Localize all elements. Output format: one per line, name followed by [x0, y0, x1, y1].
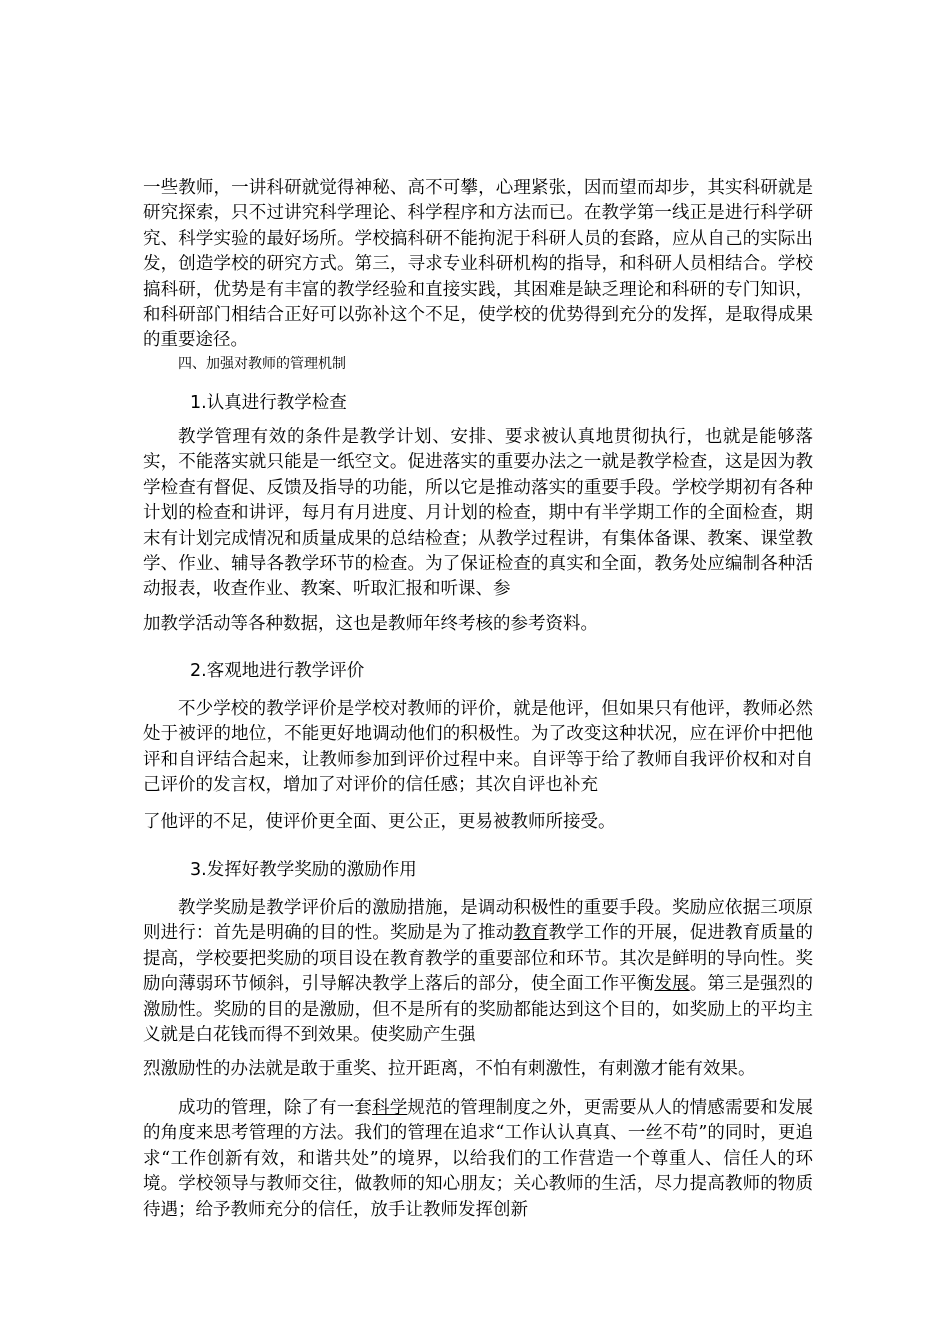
- paragraph-inspection: 教学管理有效的条件是教学计划、安排、要求被认真地贯彻执行，也就是能够落实，不能落实就只能是一纸空文。促进落实的重要办法之一就是教学检查，这是因为教学检查有督促、反馈及指导的功能，所以它是推动落实的重要手段。学校学期初有各种计划的检查和讲评，每月有月进度、月计划的检查，期中有半学期工作的全面检查，期末有计划完成情况和质量成果的总结检查；从教学过程讲，有集体备课、教案、课堂教学、作业、辅导各教学环节的检查。为了保证检查的真实和全面，教务处应编制各种活动报表，收查作业、教案、听取汇报和听课、参: [143, 427, 813, 600]
- heading-teaching-rewards: 3.发挥好教学奖励的激励作用: [190, 860, 417, 880]
- paragraph-rewards-text-c: 。第三是强烈的激励性。奖励的目的是激励，但不是所有的奖励都能达到这个目的，如奖励上的平均主义就是白花钱而得不到效果。使奖励产生强: [143, 974, 814, 1046]
- paragraph-evaluation-end: 了他评的不足，使评价更全面、更公正，更易被教师所接受。: [143, 812, 616, 832]
- paragraph-evaluation: 不少学校的教学评价是学校对教师的评价，就是他评，但如果只有他评，教师必然处于被评的地位，不能更好地调动他们的积极性。为了改变这种状况，应在评价中把他评和自评结合起来，让教师参加到评价过程中来。自评等于给了教师自我评价权和对自己评价的发言权，增加了对评价的信任感；其次自评也补充: [143, 699, 813, 796]
- link-development[interactable]: 发展: [654, 974, 690, 995]
- paragraph-inspection-end: 加教学活动等各种数据，这也是教师年终考核的参考资料。: [143, 614, 598, 634]
- paragraph-research: 一些教师，一讲科研就觉得神秘、高不可攀，心理紧张，因而望而却步，其实科研就是研究探索，只不过讲究科学理论、科学程序和方法而已。在教学第一线正是进行科学研究、科学实验的最好场所。学校搞科研不能拘泥于科研人员的套路，应从自己的实际出发，创造学校的研究方式。第三，寻求专业科研机构的指导，和科研人员相结合。学校搞科研，优势是有丰富的教学经验和直接实践，其困难是缺乏理论和科研的专门知识，和科研部门相结合正好可以弥补这个不足，使学校的优势得到充分的发挥，是取得成果的重要途径。: [143, 178, 813, 351]
- paragraph-rewards: [143, 896, 813, 1048]
- paragraph-rewards-text-a: 教学奖励是教学评价后的激励措施，是调动积极性的重要手段。奖励应依据三项原则进行：首先是明确的目的性。奖励是为了推动: [143, 898, 813, 944]
- link-education[interactable]: 教育: [513, 923, 549, 944]
- link-science[interactable]: 科学: [372, 1098, 408, 1118]
- paragraph-management-text-b: 规范的管理制度之外，更需要从人的情感需要和发展的角度来思考管理的方法。我们的管理在追求“工作认认真真、一丝不苟”的同时，更追求“工作创新有效，和谐共处”的境界，以给我们的工作营造一个尊重人、信任人的环境。学校领导与教师交往，做教师的知心朋友；关心教师的生活，尽力提高教师的物质待遇；给予教师充分的信任，放手让教师发挥创新: [143, 1098, 814, 1220]
- section-title-teacher-management: 四、加强对教师的管理机制: [178, 356, 346, 372]
- paragraph-rewards-text-b: 教学工作的开展，促进教育质量的提高，学校要把奖励的项目设在教育教学的重要部位和环节。其次是鲜明的导向性。奖励向薄弱环节倾斜，引导解决教学上落后的部分，使全面工作平衡: [143, 923, 814, 995]
- heading-teaching-evaluation: 2.客观地进行教学评价: [190, 661, 365, 681]
- paragraph-management: [143, 1096, 813, 1223]
- heading-teaching-inspection: 1.认真进行教学检查: [190, 393, 347, 413]
- paragraph-management-text-a: 成功的管理，除了有一套: [178, 1098, 373, 1118]
- paragraph-rewards-end: 烈激励性的办法就是敢于重奖、拉开距离，不怕有刺激性，有刺激才能有效果。: [143, 1059, 756, 1079]
